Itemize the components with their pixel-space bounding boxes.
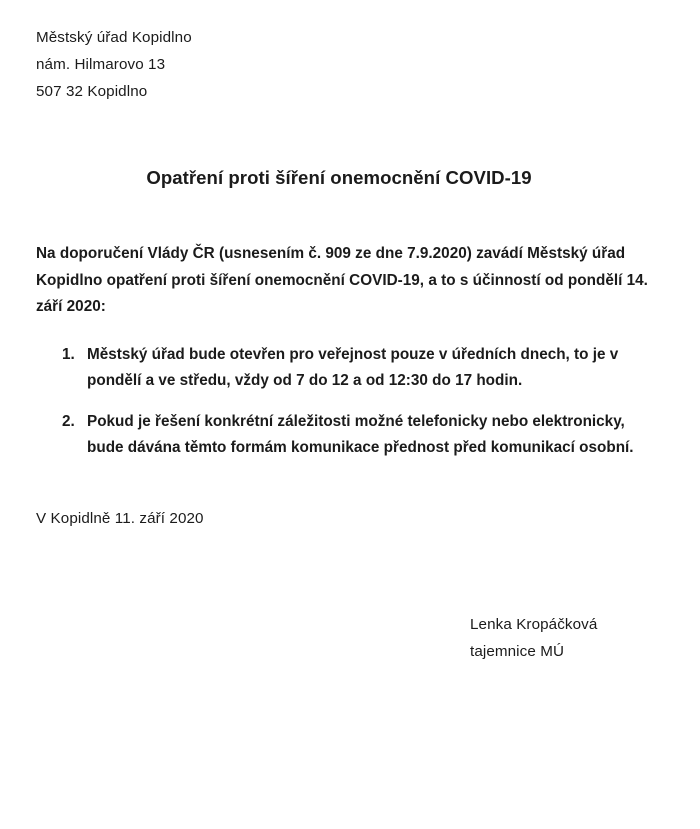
letterhead-line-organization: Městský úřad Kopidlno [36, 29, 192, 46]
document-title: Opatření proti šíření onemocnění COVID-19 [146, 167, 532, 188]
measures-list [36, 342, 664, 462]
place-and-date: V Kopidlně 11. září 2020 [36, 509, 204, 527]
list-item-text: Pokud je řešení konkrétní záležitosti možné telefonicky nebo elektronicky, bude dávána těmto formám komunikace přednost před komunikací osobní. [87, 412, 634, 456]
list-item [36, 409, 662, 462]
list-item-number: 1. [62, 345, 75, 363]
signature-block [470, 611, 664, 665]
signature-name: Lenka Kropáčková [470, 615, 598, 633]
letterhead-block [36, 24, 664, 105]
list-item-number: 2. [62, 412, 75, 430]
signature-role: tajemnice MÚ [470, 642, 565, 660]
intro-paragraph: Na doporučení Vlády ČR (usnesením č. 909 ze dne 7.9.2020) zavádí Městský úřad Kopidlno opatření proti šíření onemocnění COVID-19, a to s účinností od pondělí 14. září 2020: [36, 245, 648, 315]
list-item-text: Městský úřad bude otevřen pro veřejnost pouze v úředních dnech, to je v pondělí a ve středu, vždy od 7 do 12 a od 12:30 do 17 hodin. [87, 345, 619, 389]
list-item [36, 342, 662, 395]
document-body [36, 24, 664, 665]
letterhead-line-postal-city: 507 32 Kopidlno [36, 83, 148, 100]
letterhead-line-street: nám. Hilmarovo 13 [36, 56, 166, 73]
